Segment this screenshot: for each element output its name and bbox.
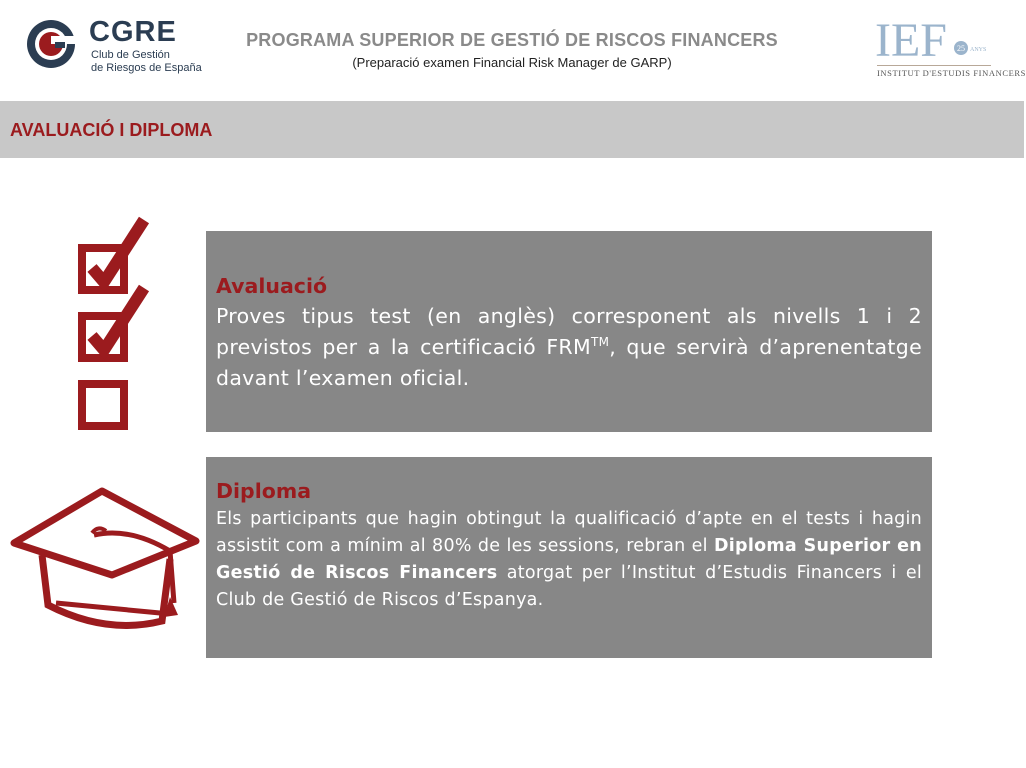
section-title: AVALUACIÓ I DIPLOMA: [10, 120, 213, 140]
header-titles: [0, 30, 1024, 70]
section-bar: [0, 101, 1024, 158]
diploma-name: Diploma Superior en Gestió de Riscos Financers: [216, 536, 922, 583]
cgre-logo-line1: Club de Gestión: [91, 49, 170, 61]
graduation-cap-icon: [10, 485, 200, 635]
diploma-text-main: Els participants que hagin obtingut la qualificació d’apte en el tests i hagin assistit com a mínim al 80% de les sessions, rebran el: [216, 509, 922, 556]
ief-logo-letters: IEF: [875, 14, 947, 67]
evaluation-box: [206, 231, 932, 432]
evaluation-text-main: Proves tipus test (en anglès) corresponent als nivells 1 i 2 previstos per a la certificació FRM: [216, 304, 922, 359]
page-subtitle: (Preparació examen Financial Risk Manager de GARP): [352, 55, 672, 70]
ief-logo: [873, 12, 1026, 82]
diploma-box: [206, 457, 932, 658]
evaluation-text-end: , que servirà d’aprenentatge davant l’examen oficial.: [216, 335, 922, 390]
diploma-text-end: atorgat per l’Institut d’Estudis Financers i el Club de Gestió de Riscos d’Espanya.: [216, 563, 922, 610]
evaluation-heading: Avaluació: [216, 274, 328, 298]
ief-logo-mark-icon: [873, 12, 993, 67]
ief-badge-text: ANYS: [970, 47, 987, 53]
diploma-text: [216, 506, 922, 614]
trademark-superscript: TM: [590, 335, 610, 350]
evaluation-text: [216, 301, 922, 394]
page-title: PROGRAMA SUPERIOR DE GESTIÓ DE RISCOS FINANCERS: [246, 30, 778, 50]
diploma-heading: Diploma: [216, 479, 312, 503]
header: [0, 0, 1024, 95]
cgre-logo-line2: de Riesgos de España: [91, 62, 202, 74]
cgre-logo-name: CGRE: [89, 16, 177, 48]
ief-logo-caption: INSTITUT D'ESTUDIS FINANCERS: [877, 65, 991, 78]
ief-badge-number: 25: [957, 44, 965, 53]
checklist-icon: [72, 212, 162, 434]
